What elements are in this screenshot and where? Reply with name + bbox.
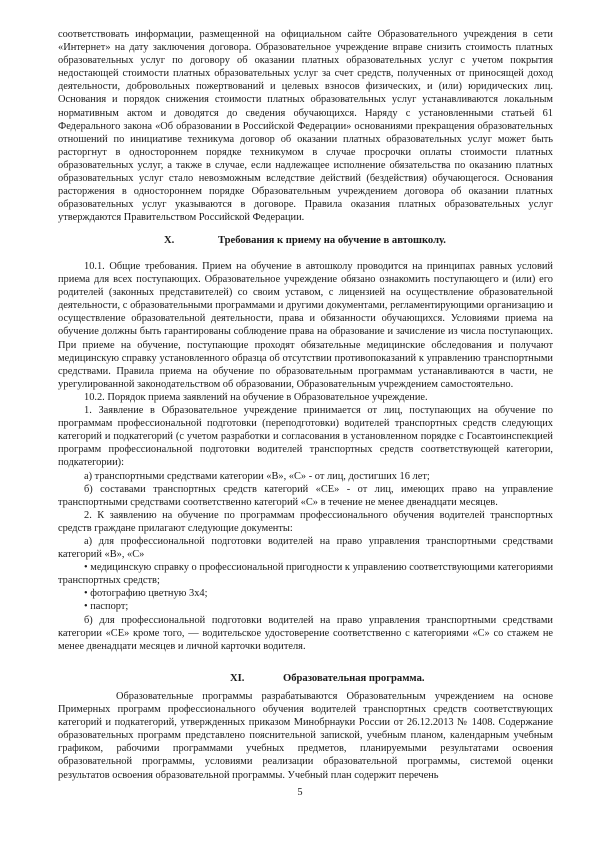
section-title: Требования к приему на обучение в автошколу. [218,235,446,246]
paragraph-application-procedure: 10.2. Порядок приема заявлений на обучение в Образовательное учреждение. [84,391,428,403]
section-title: Образовательная программа. [283,673,425,684]
bullet-passport: • паспорт; [84,601,129,613]
paragraph-contract-terms: соответствовать информации, размещенной на официальном сайте Образовательного учреждения в сети «Интернет» на дату заключения договора. Образовательное учреждение вправе снизить стоимость платных образовательных услуг по договору об оказании платных образовательных услуг с учетом покрытия недостающей стоимости платных образовательных услуг за счет средств, полученных от приносящей доход деятельности, добровольных пожертвований и целевых взносов физических, и (или) юридических лиц. Основания и порядок снижения стоимости платных образовательных услуг устанавливаются локальным нормативным актом и доводятся до сведения обучающихся. Наряду с установленными статьей 61 Федерального закона «Об образовании в Российской Федерации» основаниями прекращения образовательных отношений по инициативе техникума договор об оказании платных образовательных услуг может быть расторгнут в одностороннем порядке техникумом в случае просрочки оплаты стоимости платных образовательных услуг, а также в случае, если надлежащее исполнение обязательства по оказанию платных образовательных услуг стало невозможным вследствие действий (бездействия) обучающегося. Основания расторжения в одностороннем порядке Образовательным учреждением договора об оказании платных образовательных услуг указываются в договоре. Правила оказания платных образовательных услуг утверждаются Правительством Российской Федерации. [58,29,553,224]
page-number: 5 [297,787,303,798]
paragraph-item-2b: б) для профессиональной подготовки водителей на право управления транспортными средствами категории «СЕ» кроме того, — водительское удостоверение соответственно с категориями «С» со стажем не менее двенадцати месяцев и личной карточки водителя. [58,614,553,652]
section-number: X. [164,235,175,246]
paragraph-item-2a: а) для профессиональной подготовки водителей на право управления транспортными средствами категорий «В», «С» [58,535,553,561]
paragraph-item-1a: а) транспортными средствами категории «В», «С» - от лиц, достигших 16 лет; [84,470,430,482]
bullet-medical-certificate: • медицинскую справку о профессиональной пригодности к управлению соответствующими категориями транспортных средств; [58,562,553,587]
paragraph-item-1b: б) составами транспортных средств категорий «СЕ» - от лиц, имеющих право на управление транспортными средствами соответственно категорий «С» в течение не менее двенадцати месяцев. [58,483,553,508]
paragraph-application-item-1: 1. Заявление в Образовательное учреждение принимается от лиц, поступающих на обучение по программам профессиональной подготовки (переподготовки) водителей транспортных средств следующих категорий и подкатегорий (с учетом разработки и согласования в установленном порядке с Госавтоинспекцией программ профессиональной подготовки водителей транспортных средств соответствующей категории, подкатегории): [58,405,553,469]
paragraph-application-item-2: 2. К заявлению на обучение по программам профессионального обучения водителей транспортных средств граждане прилагают следующие документы: [58,509,553,534]
bullet-photo: • фотографию цветную 3х4; [84,588,208,600]
admission-block [58,260,553,653]
program-block [58,690,553,782]
paragraph-general-requirements: 10.1. Общие требования. Прием на обучение в автошколу проводится на принципах равных условий приема для всех поступающих. Образовательное учреждение обязано ознакомить поступающего и (или) его родителей (законных представителей) со своим уставом, с лицензией на осуществление образовательной деятельности, с образовательными программами и другими документами, регламентирующими организацию и осуществление образовательной деятельности, права и обязанности обучающихся. Условиями приема на обучение должны быть гарантированы соблюдение права на образование и зачисление из числа поступающих. При приеме на обучение, поступающие проходят обязательные медицинские обследования и получают медицинскую справку установленного образца об отсутствии противопоказаний к управлению транспортными средствами. Правила приема на обучение по образовательным программам устанавливаются в части, не урегулированной законодательством об образовании, Образовательным учреждением самостоятельно. [58,261,553,390]
section-number: XI. [230,673,245,684]
paragraph-educational-program: Образовательные программы разрабатываются Образовательным учреждением на основе Примерных программ профессионального обучения водителей транспортных средств соответствующих категорий и подкатегорий, утвержденных приказом Минобрнауки России от 26.12.2013 № 1408. Содержание образовательных программ представлено пояснительной запиской, учебным планом, календарным учебным графиком, рабочими программами учебных предметов, планируемыми результатами освоения образовательной программы, условиями реализации образовательной программы, системой оценки результатов освоения образовательной программы. Учебный план содержит перечень [58,691,553,781]
top-paragraph-block [58,28,553,224]
